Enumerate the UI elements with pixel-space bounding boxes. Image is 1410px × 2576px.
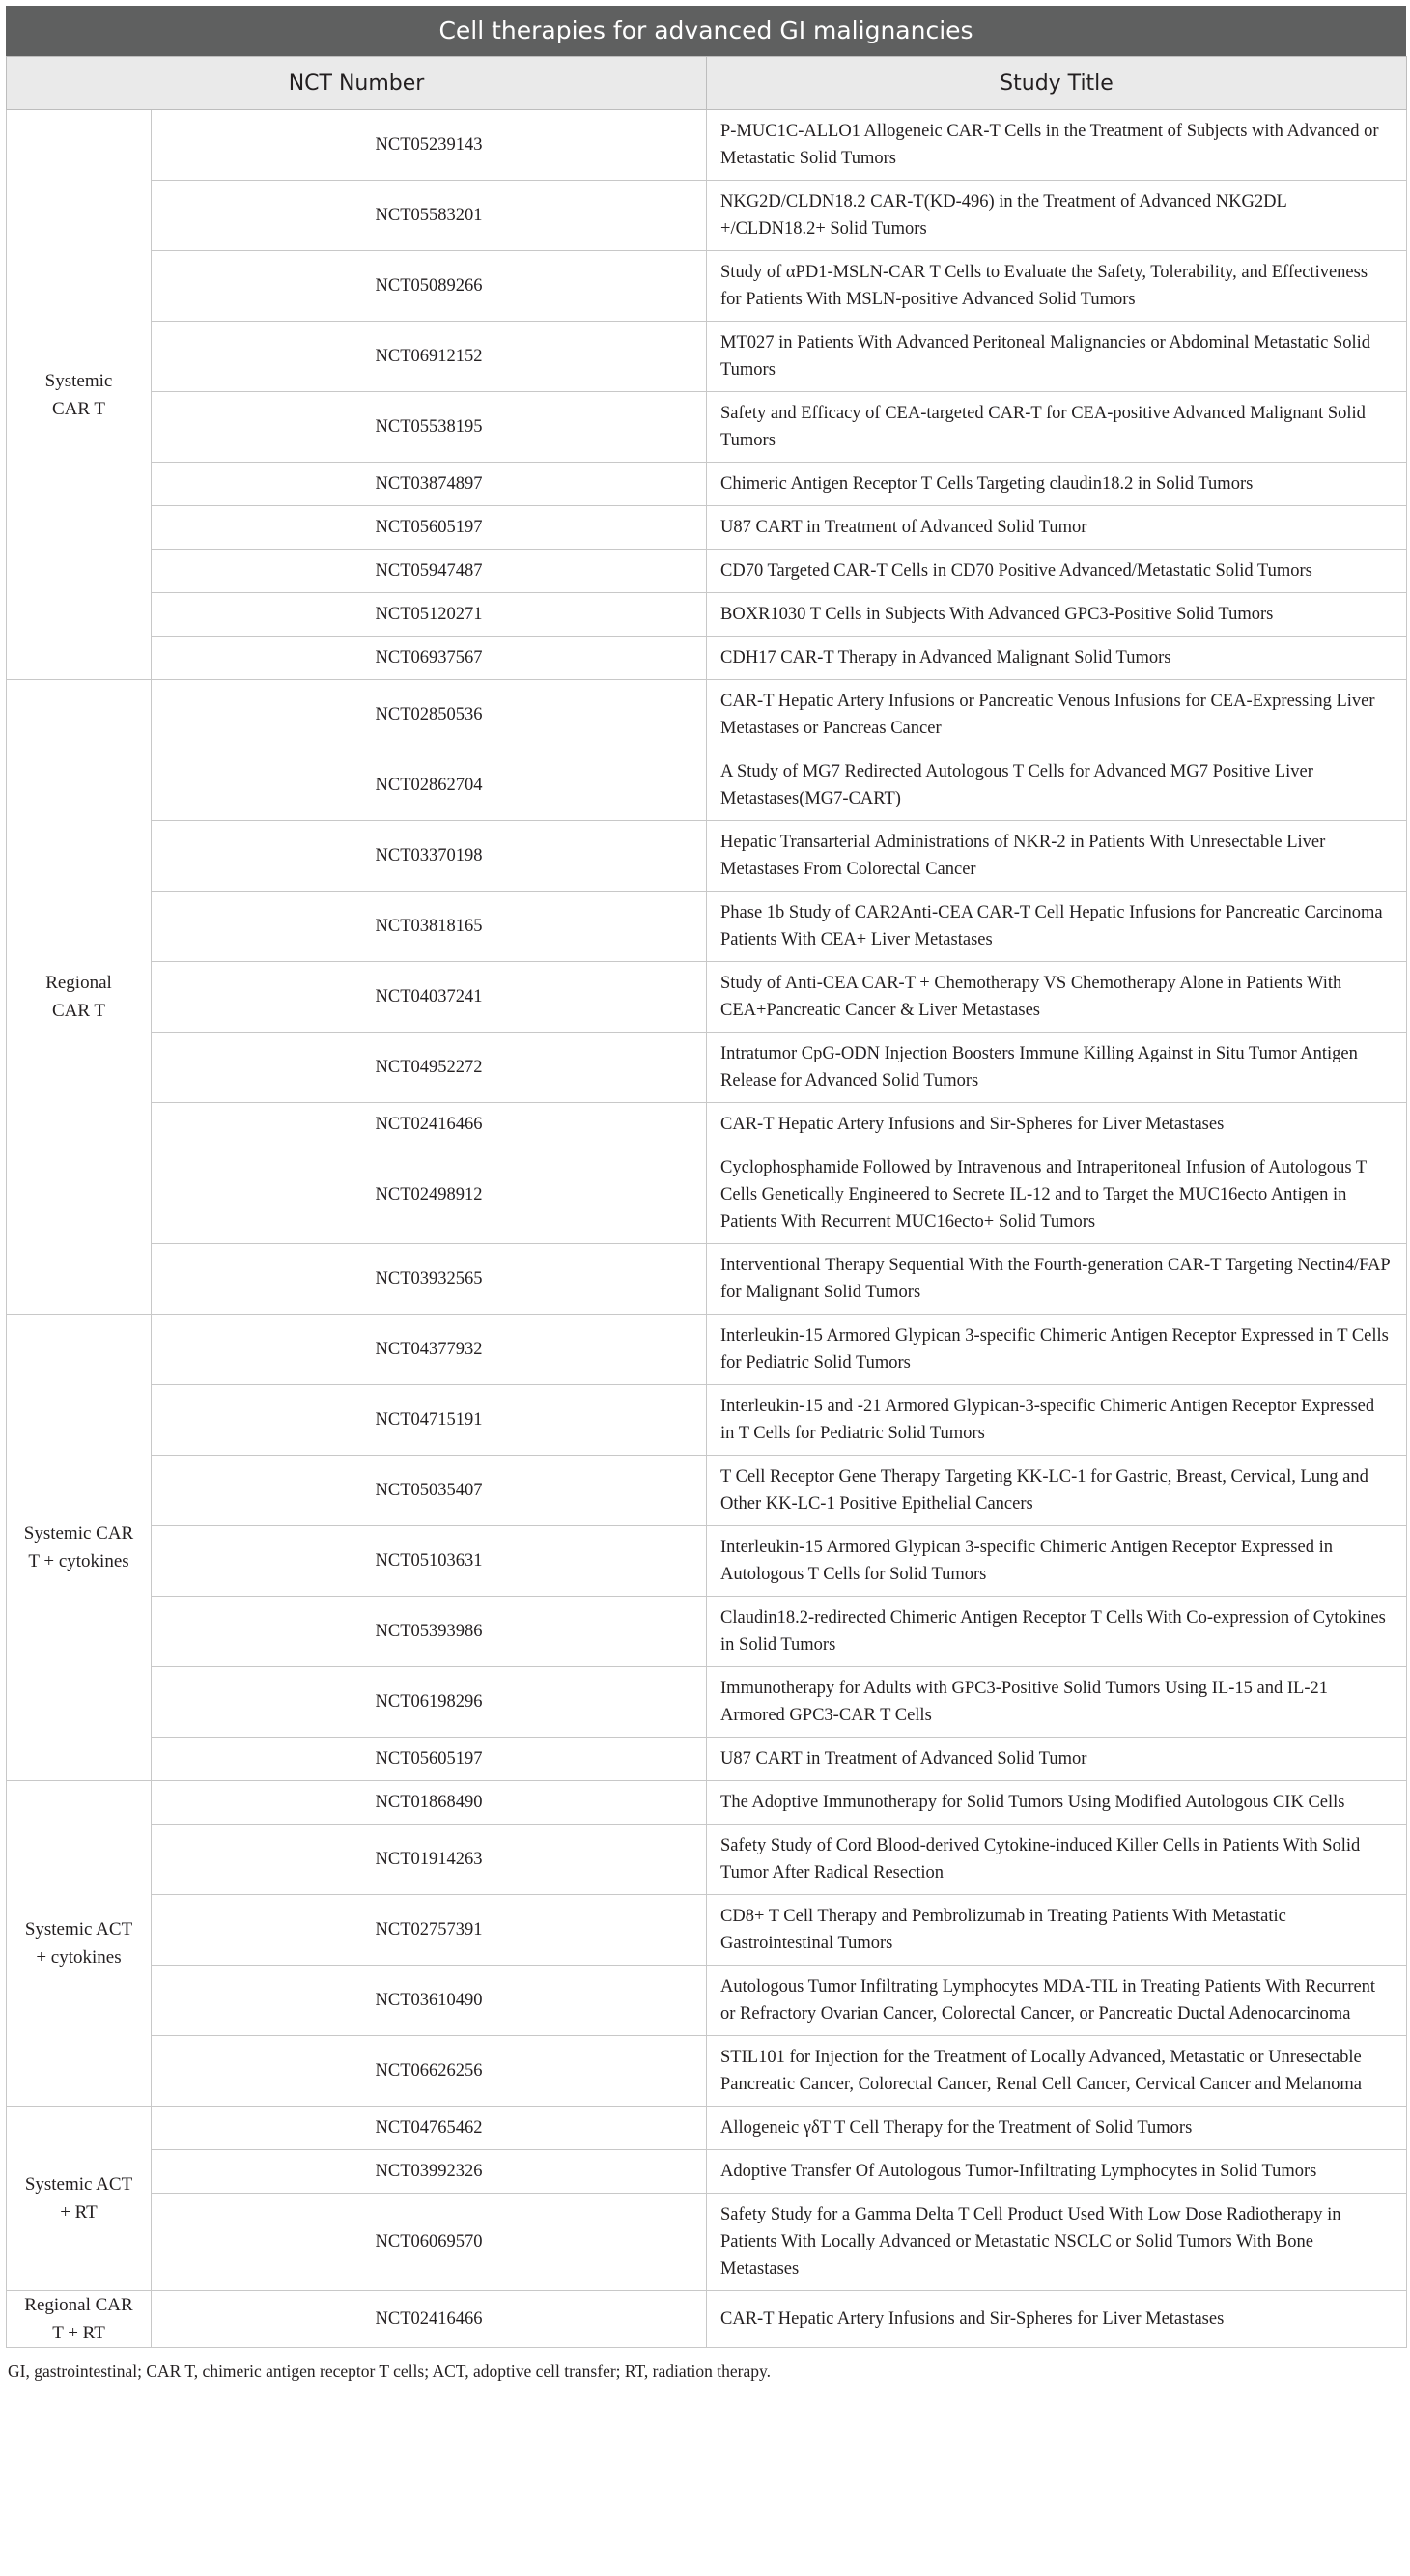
category-label-line2: T + RT (52, 2323, 105, 2343)
table-row (7, 1781, 1407, 1825)
nct-number-cell: NCT06912152 (152, 322, 707, 392)
nct-number-cell: NCT04715191 (152, 1385, 707, 1456)
table-row (7, 637, 1407, 680)
category-label-line2: CAR T (51, 1001, 106, 1021)
header-study-title: Study Title (707, 57, 1407, 110)
study-title-cell: Hepatic Transarterial Administrations of NKR-2 in Patients With Unresectable Liver Metastases From Colorectal Cancer (707, 821, 1407, 892)
table-row (7, 680, 1407, 750)
table-row (7, 2291, 1407, 2348)
study-title-cell: Safety and Efficacy of CEA-targeted CAR-T for CEA-positive Advanced Malignant Solid Tumors (707, 392, 1407, 463)
nct-number-cell: NCT02850536 (152, 680, 707, 750)
study-title-cell: Claudin18.2-redirected Chimeric Antigen Receptor T Cells With Co-expression of Cytokines in Solid Tumors (707, 1597, 1407, 1667)
nct-number-cell: NCT02498912 (152, 1146, 707, 1244)
category-label-line1: Regional CAR (24, 2295, 133, 2315)
category-cell (7, 2291, 152, 2348)
nct-number-cell: NCT05605197 (152, 506, 707, 550)
nct-number-cell: NCT05947487 (152, 550, 707, 593)
nct-number-cell: NCT05583201 (152, 181, 707, 251)
nct-number-cell: NCT02416466 (152, 2291, 707, 2348)
category-label-line2: CAR T (51, 398, 106, 419)
table-footnote: GI, gastrointestinal; CAR T, chimeric antigen receptor T cells; ACT, adoptive cell transfer; RT, radiation therapy. (8, 2362, 771, 2381)
table-row (7, 962, 1407, 1033)
nct-number-cell: NCT01868490 (152, 1781, 707, 1825)
table-row (7, 550, 1407, 593)
study-title-cell: T Cell Receptor Gene Therapy Targeting KK-LC-1 for Gastric, Breast, Cervical, Lung and Other KK-LC-1 Positive Epithelial Cancers (707, 1456, 1407, 1526)
table-row (7, 392, 1407, 463)
nct-number-cell: NCT01914263 (152, 1825, 707, 1895)
table-row (7, 110, 1407, 181)
study-title-cell: Phase 1b Study of CAR2Anti-CEA CAR-T Cell Hepatic Infusions for Pancreatic Carcinoma Patients With CEA+ Liver Metastases (707, 892, 1407, 962)
table-row (7, 750, 1407, 821)
table-row (7, 181, 1407, 251)
table-row (7, 463, 1407, 506)
table-row (7, 2150, 1407, 2194)
table-row (7, 1738, 1407, 1781)
table-row (7, 2107, 1407, 2150)
table-row (7, 1597, 1407, 1667)
study-title-cell: Interleukin-15 Armored Glypican 3-specific Chimeric Antigen Receptor Expressed in T Cells for Pediatric Solid Tumors (707, 1315, 1407, 1385)
study-title-cell: MT027 in Patients With Advanced Peritoneal Malignancies or Abdominal Metastatic Solid Tumors (707, 322, 1407, 392)
nct-number-cell: NCT03932565 (152, 1244, 707, 1315)
study-title-cell: BOXR1030 T Cells in Subjects With Advanced GPC3-Positive Solid Tumors (707, 593, 1407, 637)
study-title-cell: The Adoptive Immunotherapy for Solid Tumors Using Modified Autologous CIK Cells (707, 1781, 1407, 1825)
table-row (7, 1385, 1407, 1456)
study-title-cell: CD70 Targeted CAR-T Cells in CD70 Positive Advanced/Metastatic Solid Tumors (707, 550, 1407, 593)
category-cell (7, 1781, 152, 2107)
table-row (7, 2194, 1407, 2291)
study-title-cell: Immunotherapy for Adults with GPC3-Positive Solid Tumors Using IL-15 and IL-21 Armored GPC3-CAR T Cells (707, 1667, 1407, 1738)
study-title-cell: U87 CART in Treatment of Advanced Solid Tumor (707, 1738, 1407, 1781)
study-title-cell: CAR-T Hepatic Artery Infusions and Sir-Spheres for Liver Metastases (707, 2291, 1407, 2348)
nct-number-cell: NCT03818165 (152, 892, 707, 962)
nct-number-cell: NCT03992326 (152, 2150, 707, 2194)
table-row (7, 1966, 1407, 2036)
category-label-line1: Regional (45, 973, 112, 993)
category-label-line1: Systemic CAR (23, 1523, 134, 1543)
study-title-cell: A Study of MG7 Redirected Autologous T Cells for Advanced MG7 Positive Liver Metastases(MG7-CART) (707, 750, 1407, 821)
table-row (7, 1526, 1407, 1597)
study-title-cell: CDH17 CAR-T Therapy in Advanced Malignant Solid Tumors (707, 637, 1407, 680)
table-row (7, 2036, 1407, 2107)
category-cell (7, 2107, 152, 2291)
study-title-cell: Safety Study for a Gamma Delta T Cell Product Used With Low Dose Radiotherapy in Patients With Locally Advanced or Metastatic NSCLC or Solid Tumors With Bone Metastases (707, 2194, 1407, 2291)
nct-number-cell: NCT05089266 (152, 251, 707, 322)
document (6, 6, 1406, 2383)
nct-number-cell: NCT04377932 (152, 1315, 707, 1385)
table-row (7, 1825, 1407, 1895)
study-title-cell: Study of Anti-CEA CAR-T + Chemotherapy VS Chemotherapy Alone in Patients With CEA+Pancreatic Cancer & Liver Metastases (707, 962, 1407, 1033)
study-title-cell: CAR-T Hepatic Artery Infusions and Sir-Spheres for Liver Metastases (707, 1103, 1407, 1146)
nct-number-cell: NCT05239143 (152, 110, 707, 181)
table-row (7, 1895, 1407, 1966)
nct-number-cell: NCT06937567 (152, 637, 707, 680)
category-label-line1: Systemic ACT (24, 2174, 133, 2194)
nct-number-cell: NCT06198296 (152, 1667, 707, 1738)
nct-number-cell: NCT05605197 (152, 1738, 707, 1781)
table-row (7, 821, 1407, 892)
category-label-line2: + RT (60, 2202, 98, 2222)
cell-therapies-table (6, 56, 1407, 2348)
study-title-cell: NKG2D/CLDN18.2 CAR-T(KD-496) in the Treatment of Advanced NKG2DL +/CLDN18.2+ Solid Tumors (707, 181, 1407, 251)
nct-number-cell: NCT04952272 (152, 1033, 707, 1103)
study-title-cell: Adoptive Transfer Of Autologous Tumor-Infiltrating Lymphocytes in Solid Tumors (707, 2150, 1407, 2194)
nct-number-cell: NCT05103631 (152, 1526, 707, 1597)
nct-number-cell: NCT04765462 (152, 2107, 707, 2150)
category-cell (7, 110, 152, 680)
table-row (7, 1456, 1407, 1526)
category-cell (7, 1315, 152, 1781)
nct-number-cell: NCT05120271 (152, 593, 707, 637)
category-label-line1: Systemic (44, 370, 113, 391)
table-row (7, 892, 1407, 962)
study-title-cell: U87 CART in Treatment of Advanced Solid Tumor (707, 506, 1407, 550)
study-title-cell: Interventional Therapy Sequential With the Fourth-generation CAR-T Targeting Nectin4/FAP for Malignant Solid Tumors (707, 1244, 1407, 1315)
table-row (7, 593, 1407, 637)
nct-number-cell: NCT03370198 (152, 821, 707, 892)
category-label-line2: + cytokines (36, 1947, 122, 1967)
table-row (7, 1103, 1407, 1146)
table-row (7, 251, 1407, 322)
table-row (7, 1033, 1407, 1103)
table-row (7, 1146, 1407, 1244)
study-title-cell: Allogeneic γδT T Cell Therapy for the Treatment of Solid Tumors (707, 2107, 1407, 2150)
study-title-cell: Study of αPD1-MSLN-CAR T Cells to Evaluate the Safety, Tolerability, and Effectiveness for Patients With MSLN-positive Advanced Solid Tumors (707, 251, 1407, 322)
study-title-cell: Interleukin-15 Armored Glypican 3-specific Chimeric Antigen Receptor Expressed in Autologous T Cells for Solid Tumors (707, 1526, 1407, 1597)
nct-number-cell: NCT03610490 (152, 1966, 707, 2036)
study-title-cell: Chimeric Antigen Receptor T Cells Targeting claudin18.2 in Solid Tumors (707, 463, 1407, 506)
header-row (7, 57, 1407, 110)
study-title-cell: CAR-T Hepatic Artery Infusions or Pancreatic Venous Infusions for CEA-Expressing Liver Metastases or Pancreas Cancer (707, 680, 1407, 750)
category-cell (7, 680, 152, 1315)
nct-number-cell: NCT02416466 (152, 1103, 707, 1146)
study-title-cell: Intratumor CpG-ODN Injection Boosters Immune Killing Against in Situ Tumor Antigen Release for Advanced Solid Tumors (707, 1033, 1407, 1103)
study-title-cell: Cyclophosphamide Followed by Intravenous and Intraperitoneal Infusion of Autologous T Cells Genetically Engineered to Secrete IL-12 and to Target the MUC16ecto Antigen in Patients With Recurrent MUC16ecto+ Solid Tumors (707, 1146, 1407, 1244)
study-title-cell: Safety Study of Cord Blood-derived Cytokine-induced Killer Cells in Patients With Solid Tumor After Radical Resection (707, 1825, 1407, 1895)
study-title-cell: P-MUC1C-ALLO1 Allogeneic CAR-T Cells in the Treatment of Subjects with Advanced or Metastatic Solid Tumors (707, 110, 1407, 181)
nct-number-cell: NCT03874897 (152, 463, 707, 506)
nct-number-cell: NCT02757391 (152, 1895, 707, 1966)
nct-number-cell: NCT05538195 (152, 392, 707, 463)
nct-number-cell: NCT06069570 (152, 2194, 707, 2291)
nct-number-cell: NCT05035407 (152, 1456, 707, 1526)
header-nct-number: NCT Number (7, 57, 707, 110)
nct-number-cell: NCT04037241 (152, 962, 707, 1033)
study-title-cell: Autologous Tumor Infiltrating Lymphocytes MDA-TIL in Treating Patients With Recurrent or Refractory Ovarian Cancer, Colorectal Cancer, or Pancreatic Ductal Adenocarcinoma (707, 1966, 1407, 2036)
nct-number-cell: NCT06626256 (152, 2036, 707, 2107)
table-row (7, 1244, 1407, 1315)
table-row (7, 1315, 1407, 1385)
table-row (7, 1667, 1407, 1738)
category-label-line1: Systemic ACT (24, 1919, 133, 1939)
category-label-line2: T + cytokines (28, 1551, 129, 1571)
nct-number-cell: NCT02862704 (152, 750, 707, 821)
table-row (7, 506, 1407, 550)
table-body (7, 110, 1407, 2348)
study-title-cell: Interleukin-15 and -21 Armored Glypican-3-specific Chimeric Antigen Receptor Expressed in T Cells for Pediatric Solid Tumors (707, 1385, 1407, 1456)
study-title-cell: CD8+ T Cell Therapy and Pembrolizumab in Treating Patients With Metastatic Gastrointestinal Tumors (707, 1895, 1407, 1966)
table-caption: Cell therapies for advanced GI malignancies (6, 6, 1406, 56)
nct-number-cell: NCT05393986 (152, 1597, 707, 1667)
table-row (7, 322, 1407, 392)
study-title-cell: STIL101 for Injection for the Treatment of Locally Advanced, Metastatic or Unresectable Pancreatic Cancer, Colorectal Cancer, Renal Cell Cancer, Cervical Cancer and Melanoma (707, 2036, 1407, 2107)
